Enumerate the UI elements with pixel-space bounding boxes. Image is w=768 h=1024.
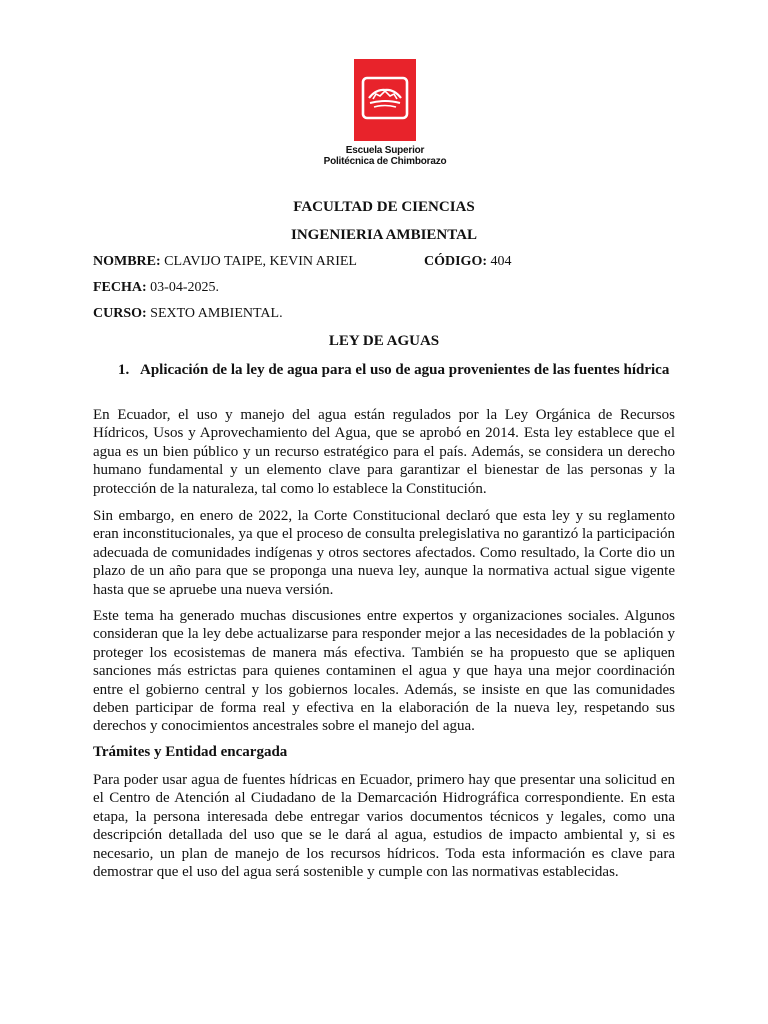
- code-field: [424, 254, 512, 270]
- logo-wordmark: [318, 145, 452, 167]
- logo-line-2: Politécnica de Chimborazo: [323, 156, 447, 167]
- logo-emblem: [354, 59, 416, 141]
- date-value: 03-04-2025.: [150, 280, 219, 295]
- course-label: CURSO:: [93, 306, 147, 321]
- institution-logo: [318, 59, 452, 171]
- logo-line-1: Escuela Superior: [345, 145, 425, 156]
- paragraph-3: Este tema ha generado muchas discusiones entre expertos y organizaciones sociales. Algunos consideran que la ley debe actualizarse para responder mejor a las necesidades de la población y proteger los ecosistemas de manera más efectiva. También se ha propuesto que se apliquen sanciones más estrictas para quienes contaminen el agua y que haya una mejor coordinación entre el gobierno central y los gobiernos locales. Además, se insiste en que las comunidades deben participar de forma real y efectiva en la elaboración de la nueva ley, respetando sus derechos y conocimientos ancestrales sobre el manejo del agua.: [93, 608, 675, 735]
- date-label: FECHA:: [93, 280, 147, 295]
- paragraph-1: En Ecuador, el uso y manejo del agua están regulados por la Ley Orgánica de Recursos Hídricos, Usos y Aprovechamiento del Agua, que se aprobó en 2014. Esta ley establece que el agua es un bien público y un recurso estratégico para el país. Además, se considera un derecho humano fundamental y un elemento clave para garantizar el bienestar de las personas y la protección de la naturaleza, tal como lo establece la Constitución.: [93, 407, 675, 497]
- subsection-heading: Trámites y Entidad encargada: [93, 744, 288, 760]
- name-value: CLAVIJO TAIPE, KEVIN ARIEL: [164, 254, 357, 269]
- name-label: NOMBRE:: [93, 254, 161, 269]
- course-field: [93, 306, 283, 322]
- paragraph-4: Para poder usar agua de fuentes hídricas en Ecuador, primero hay que presentar una solicitud en el Centro de Atención al Ciudadano de la Demarcación Hidrográfica correspondiente. En esta etapa, la persona interesada debe entregar varios documentos técnicos y legales, como una descripción detallada del uso que se le dará al agua, estudios de impacto ambiental y, si es necesario, un plan de manejo de los recursos hídricos. Toda esta información es clave para demostrar que el uso del agua será sostenible y cumple con las normativas establecidas.: [93, 772, 675, 881]
- shield-icon: [354, 59, 416, 141]
- section-1-number: 1.: [118, 362, 130, 378]
- document-title: LEY DE AGUAS: [328, 333, 440, 349]
- name-field: [93, 254, 357, 270]
- faculty-heading: FACULTAD DE CIENCIAS: [293, 199, 475, 215]
- career-heading: INGENIERIA AMBIENTAL: [290, 227, 477, 243]
- date-field: [93, 280, 219, 296]
- code-value: 404: [490, 254, 512, 269]
- section-1-text: Aplicación de la ley de agua para el uso de agua provenientes de las fuentes hídrica: [140, 362, 670, 378]
- code-label: CÓDIGO:: [424, 254, 487, 269]
- course-value: SEXTO AMBIENTAL.: [150, 306, 283, 321]
- paragraph-2: Sin embargo, en enero de 2022, la Corte Constitucional declaró que esta ley y su reglamento eran inconstitucionales, ya que el proceso de consulta prelegislativa no garantizó la participación adecuada de comunidades indígenas y otros sectores afectados. Como resultado, la Corte dio un plazo de un año para que se proponga una nueva ley, aunque la normativa actual sigue vigente hasta que se apruebe una nueva versión.: [93, 508, 675, 598]
